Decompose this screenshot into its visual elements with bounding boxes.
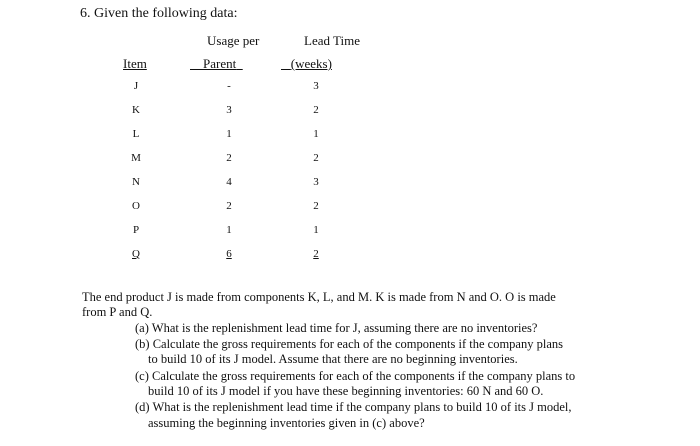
table-cell-lead: 3 [313, 80, 319, 92]
table-cell-usage: 4 [226, 176, 232, 188]
question-a-line-1: (a) What is the replenishment lead time for J, assuming there are no inventories? [135, 321, 538, 335]
header-item: Item [123, 56, 147, 71]
header-usage-bottom-text: Parent [203, 56, 237, 71]
header-usage-bottom [190, 56, 243, 72]
question-c-line-2: build 10 of its J model if you have these beginning inventories: 60 N and 60 O. [148, 384, 544, 398]
table-cell-item: P [132, 224, 140, 236]
table-cell-usage: 3 [226, 104, 232, 116]
table-cell-lead: 2 [313, 200, 319, 212]
table-cell-lead: 3 [313, 176, 319, 188]
header-lead-bottom [281, 56, 332, 72]
table-cell-item: M [131, 152, 141, 164]
question-d-line-1: (d) What is the replenishment lead time if the company plans to build 10 of its J model, [135, 400, 572, 414]
table-cell-lead: 1 [313, 224, 319, 236]
table-cell-lead: 1 [313, 128, 319, 140]
header-lead-bottom-text: (weeks) [290, 56, 332, 71]
question-d-line-2: assuming the beginning inventories given in (c) above? [148, 416, 425, 430]
question-c-line-1: (c) Calculate the gross requirements for each of the components if the company plans to [135, 369, 576, 383]
table-cell-item: N [132, 176, 140, 188]
header-usage-top: Usage per [207, 33, 260, 48]
paragraph-line-2: from P and Q. [82, 305, 153, 319]
table-cell-item: O [132, 200, 140, 212]
table-cell-item: L [132, 128, 140, 140]
table-cell-lead: 2 [313, 152, 319, 164]
table-cell-lead: 2 [313, 104, 319, 116]
table-cell-item: J [133, 80, 139, 92]
table-cell-lead: 2 [313, 248, 319, 260]
table-cell-item: Q [132, 248, 140, 260]
problem-title: 6. Given the following data: [80, 6, 238, 21]
table-cell-usage: 2 [226, 200, 232, 212]
table-cell-usage: 1 [226, 128, 232, 140]
table-cell-usage: 6 [226, 248, 232, 260]
table-cell-usage: - [227, 80, 231, 92]
question-b-line-1: (b) Calculate the gross requirements for each of the components if the company plans [135, 337, 563, 351]
table-cell-item: K [132, 104, 140, 116]
table-cell-usage: 2 [226, 152, 232, 164]
table-cell-usage: 1 [226, 224, 232, 236]
header-lead-top: Lead Time [304, 33, 360, 48]
question-b-line-2: to build 10 of its J model. Assume that there are no beginning inventories. [148, 352, 518, 366]
paragraph-line-1: The end product J is made from components K, L, and M. K is made from N and O. O is made [82, 290, 556, 304]
